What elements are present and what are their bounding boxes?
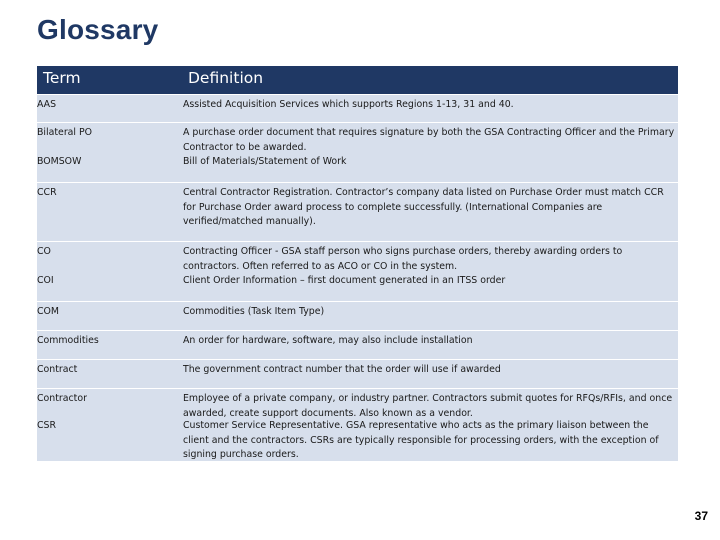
term-cell: Contract	[37, 364, 78, 375]
definition-cell: Bill of Materials/Statement of Work	[183, 156, 347, 167]
definition-cell: A purchase order document that requires signature by both the GSA Contracting Officer and the Primary Contractor to be awarded.	[183, 127, 675, 153]
table-row-group	[37, 389, 678, 462]
page-title: Glossary	[37, 14, 159, 45]
column-header-term: Term	[43, 69, 81, 87]
term-cell: COI	[37, 275, 54, 286]
table-row-group	[37, 242, 678, 302]
term-cell: Bilateral PO	[37, 127, 93, 138]
term-cell: COM	[37, 306, 60, 317]
definition-cell: Employee of a private company, or industry partner. Contractors submit quotes for RFQs/RFIs, and once awarded, create support documents. Also known as a vendor.	[183, 393, 673, 419]
term-cell: CSR	[37, 420, 57, 431]
definition-cell: Customer Service Representative. GSA representative who acts as the primary liaison between the client and the contractors. CSRs are typically responsible for processing orders, with the exception of signing purchase orders.	[183, 420, 659, 460]
table-row	[37, 183, 678, 242]
term-cell: CO	[37, 246, 51, 257]
term-cell: BOMSOW	[37, 156, 82, 167]
table-row	[37, 95, 678, 123]
table-row	[37, 331, 678, 360]
table-row	[37, 302, 678, 331]
definition-cell: Contracting Officer - GSA staff person who signs purchase orders, thereby awarding orders to contractors. Often referred to as ACO or CO in the system.	[183, 246, 623, 272]
table-row	[37, 360, 678, 389]
table-header-row	[37, 66, 678, 95]
definition-cell: Commodities (Task Item Type)	[183, 306, 325, 317]
term-cell: AAS	[37, 99, 57, 110]
definition-cell: Assisted Acquisition Services which supports Regions 1-13, 31 and 40.	[183, 99, 514, 110]
term-cell: Commodities	[37, 335, 99, 346]
definition-cell: The government contract number that the order will use if awarded	[183, 364, 501, 375]
definition-cell: An order for hardware, software, may also include installation	[183, 335, 473, 346]
page-number: 37	[694, 509, 708, 523]
definition-cell: Client Order Information – first document generated in an ITSS order	[183, 275, 506, 286]
term-cell: Contractor	[37, 393, 87, 404]
definition-cell: Central Contractor Registration. Contractor’s company data listed on Purchase Order must match CCR for Purchase Order award process to complete successfully. (International Companies are verified/matched manually).	[183, 187, 664, 227]
table-row-group	[37, 123, 678, 183]
term-cell: CCR	[37, 187, 57, 198]
column-header-definition: Definition	[188, 69, 264, 87]
